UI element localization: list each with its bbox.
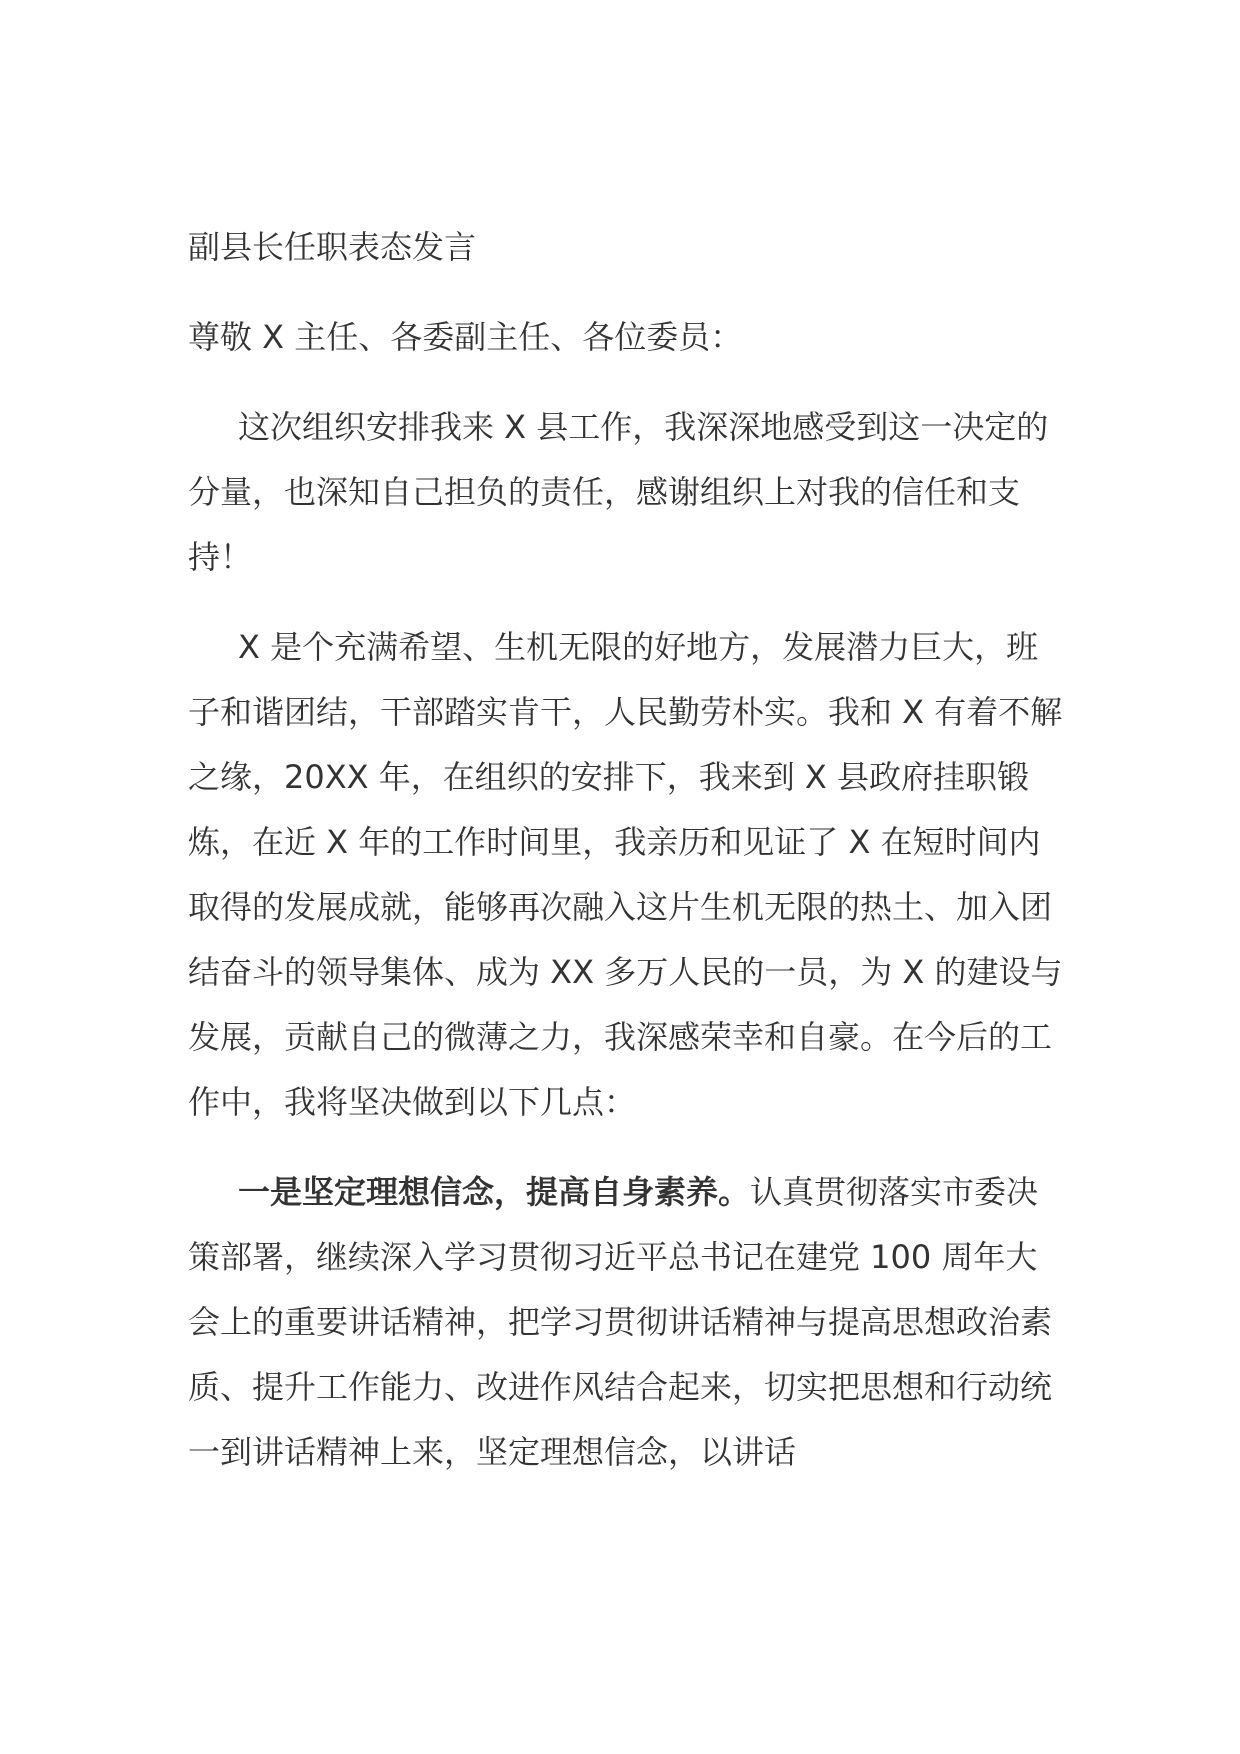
paragraph-text: X 是个充满希望、生机无限的好地方，发展潜力巨大，班子和谐团结，干部踏实肯干，人民勤劳朴实。我和 X 有着不解之缘，20XX 年，在组织的安排下，我来到 X 县政府挂职锻炼，在近 X 年的工作时间里，我亲历和见证了 X 在短时间内取得的发展成就，能够再次融入这片生机无限的热土、加入团结奋斗的领导集体、成为 XX 多万人民的一员，为 X 的建设与发展，贡献自己的微薄之力，我深感荣幸和自豪。在今后的工作中，我将坚决做到以下几点： bbox=[188, 628, 1063, 1121]
paragraph-text: 这次组织安排我来 X 县工作，我深深地感受到这一决定的分量，也深知自己担负的责任，感谢组织上对我的信任和支持！ bbox=[188, 408, 1049, 576]
paragraph-3 bbox=[188, 1160, 1068, 1485]
salutation: 尊敬 X 主任、各委副主任、各位委员： bbox=[188, 318, 743, 356]
paragraph-text: 认真贯彻落实市委决策部署，继续深入学习贯彻习近平总书记在建党 100 周年大会上的重要讲话精神，把学习贯彻讲话精神与提高思想政治素质、提升工作能力、改进作风结合起来，切实把思想和行动统一到讲话精神上来，坚定理想信念，以讲话 bbox=[188, 1173, 1053, 1471]
paragraph-lead: 一是坚定理想信念，提高自身素养。 bbox=[238, 1173, 751, 1211]
paragraph-2 bbox=[188, 615, 1068, 1135]
paragraph-1 bbox=[188, 395, 1068, 590]
document-title: 副县长任职表态发言 bbox=[188, 228, 477, 266]
document-body bbox=[188, 215, 1068, 1510]
